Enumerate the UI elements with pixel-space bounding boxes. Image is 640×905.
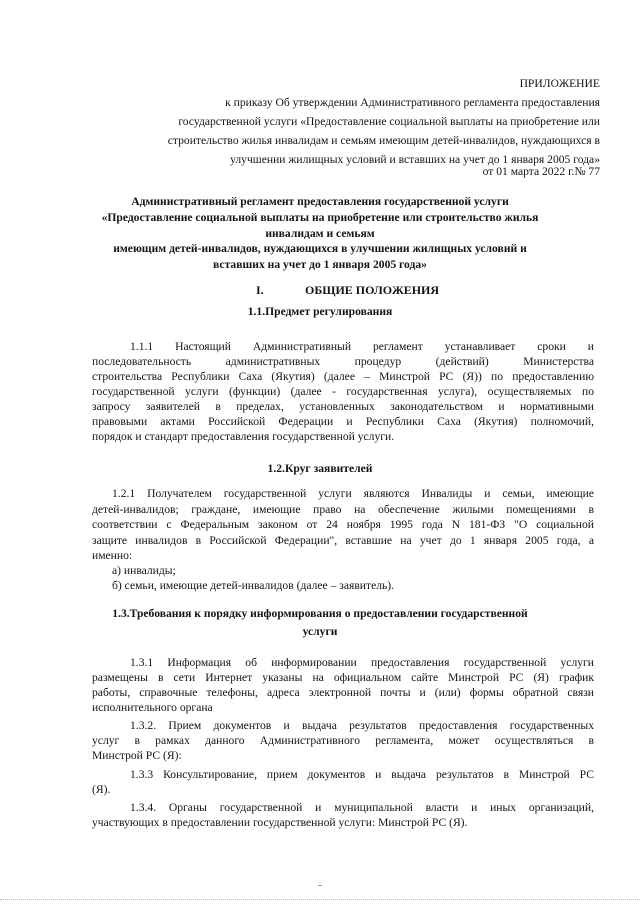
doc-title-line: Административный регламент предоставления государственной услуги	[131, 195, 509, 208]
paragraph-line: именно:	[92, 549, 133, 562]
paragraph-line: (Я).	[92, 783, 111, 796]
doc-title-line: инвалидам и семьям	[265, 227, 375, 240]
subsection-heading: услуги	[302, 625, 338, 638]
paragraph-line: 1.2.1 Получателем государственной услуги являются Инвалиды и семьи, имеющие	[112, 487, 594, 500]
paragraph-line: Минстрой РС (Я):	[92, 749, 182, 762]
paragraph-line: 1.3.1 Информация об информировании предоставления государственной услуги	[130, 656, 594, 669]
paragraph-line: запросу заявителей в пределах, установленных законодательством и нормативными	[92, 400, 594, 413]
paragraph-line: 1.3.4. Органы государственной и муниципальной власти и иных организаций,	[130, 801, 594, 814]
page-bottom-edge	[0, 899, 640, 900]
header-line: государственной услуги «Предоставление социальной выплаты на приобретение или	[178, 115, 600, 128]
paragraph-line: строительства Республики Саха (Якутия) (далее – Минстрой РС (Я)) по предоставлению	[92, 370, 594, 383]
paragraph-line: 1.1.1 Настоящий Административный регламент устанавливает сроки и	[130, 340, 594, 353]
order-date-number: от 01 марта 2022 г.№ 77	[482, 165, 600, 178]
appendix-title: ПРИЛОЖЕНИЕ	[519, 77, 600, 90]
list-item: б) семьи, имеющие детей-инвалидов (далее – заявитель).	[112, 579, 395, 592]
list-item: а) инвалиды;	[112, 564, 176, 577]
paragraph-line: защите инвалидов в Российской Федерации", вставшие на учет до 1 января 2005 года, а	[92, 534, 594, 547]
paragraph-line: работы, справочные телефоны, адреса электронной почты и (или) формы обратной связи	[92, 686, 594, 699]
doc-title-line: «Предоставление социальной выплаты на приобретение или строительство жилья	[101, 211, 539, 224]
paragraph-line: детей-инвалидов; граждане, имеющие право на обеспечение жилыми помещениями в	[92, 503, 594, 516]
paragraph-line: исполнительного органа	[92, 701, 213, 714]
paragraph-line: услуг в рамках данного Административного регламента, может осуществляться в	[92, 734, 594, 747]
subsection-heading: 1.2.Круг заявителей	[267, 462, 373, 475]
section-number: I.	[256, 283, 264, 297]
paragraph-line: размещены в сети Интернет указаны на официальном сайте Минстрой РС (Я) график	[92, 671, 594, 684]
scan-mark	[318, 885, 322, 886]
header-line: к приказу Об утверждении Административного регламента предоставления	[225, 96, 600, 109]
header-line: улучшении жилищных условий и вставших на учет до 1 января 2005 года»	[230, 153, 600, 166]
paragraph-line: последовательность административных процедур (действий) Министерства	[92, 355, 594, 368]
paragraph-line: правовыми актами Российской Федерации и Республики Саха (Якутия) полномочий,	[92, 415, 594, 428]
paragraph-line: 1.3.3 Консультирование, прием документов и выдача результатов в Минстрой РС	[130, 768, 594, 781]
paragraph-line: соответствии с Федеральным законом от 24 ноября 1995 года N 181-ФЗ "О социальной	[92, 518, 594, 531]
paragraph-line: порядок и стандарт предоставления государственной услуги.	[92, 430, 395, 443]
paragraph-line: государственной услуги (функции) (далее - государственная услуга), осуществляемых по	[92, 385, 594, 398]
paragraph-line: 1.3.2. Прием документов и выдача результатов предоставления государственных	[130, 719, 594, 732]
subsection-heading: 1.3.Требования к порядку информирования о предоставлении государственной	[112, 607, 528, 620]
header-line: строительство жилья инвалидам и семьям имеющим детей-инвалидов, нуждающихся в	[167, 134, 600, 147]
doc-title-line: вставших на учет до 1 января 2005 года»	[213, 258, 427, 271]
subsection-heading: 1.1.Предмет регулирования	[247, 305, 393, 318]
paragraph-line: участвующих в предоставлении государственной услуги: Минстрой РС (Я).	[92, 816, 468, 829]
doc-title-line: имеющим детей-инвалидов, нуждающихся в улучшении жилищных условий и	[113, 242, 527, 255]
section-title: ОБЩИЕ ПОЛОЖЕНИЯ	[305, 283, 440, 297]
